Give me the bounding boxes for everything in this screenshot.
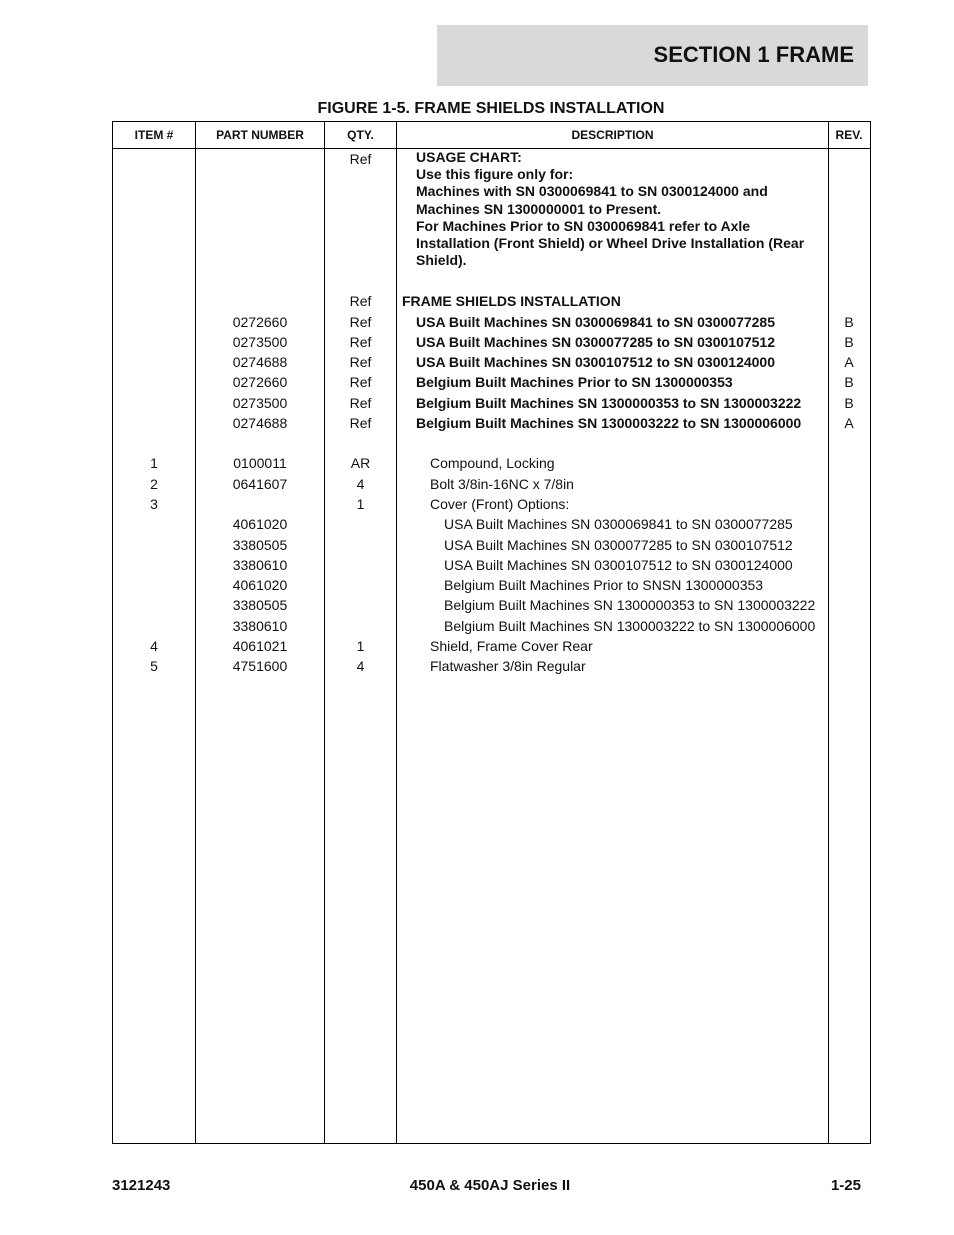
usage-line: For Machines Prior to SN 0300069841 refer to Axle Installation (Front Shield) or Wheel Drive Installation (Rear Shield). (416, 217, 805, 269)
item-number: 2 (150, 476, 158, 492)
usage-line: Machines with SN 0300069841 to SN 0300124000 and Machines SN 1300000001 to Present. (416, 183, 768, 217)
revision: B (844, 395, 854, 411)
revision: B (844, 374, 854, 390)
table-row (113, 595, 870, 615)
part-number: 3380610 (232, 618, 288, 634)
part-number: 0274688 (232, 415, 288, 431)
part-number: 3380505 (232, 597, 288, 613)
quantity: Ref (349, 314, 372, 330)
description: USA Built Machines SN 0300069841 to SN 0300077285 (444, 516, 793, 532)
table-row (113, 616, 870, 636)
table-row (113, 312, 870, 332)
header-qty: QTY. (347, 128, 374, 142)
description: Belgium Built Machines Prior to SNSN 1300000353 (444, 577, 764, 593)
table-row (113, 656, 870, 676)
revision: A (844, 354, 854, 370)
description: USA Built Machines SN 0300077285 to SN 0300107512 (416, 334, 776, 350)
quantity: Ref (349, 354, 372, 370)
part-number: 4061020 (232, 516, 288, 532)
table-row (113, 514, 870, 534)
footer-model: 450A & 450AJ Series II (409, 1177, 571, 1194)
quantity: Ref (349, 395, 372, 411)
part-number: 4061020 (232, 577, 288, 593)
part-number: 0272660 (232, 314, 288, 330)
quantity: Ref (349, 374, 372, 390)
header-description: DESCRIPTION (571, 128, 654, 142)
revision: B (844, 314, 854, 330)
part-number: 3380505 (232, 537, 288, 553)
description: Belgium Built Machines SN 1300003222 to SN 1300006000 (444, 618, 816, 634)
revision: A (844, 415, 854, 431)
item-number: 1 (150, 455, 158, 471)
description: Belgium Built Machines SN 1300000353 to SN 1300003222 (444, 597, 816, 613)
footer-doc-number: 3121243 (112, 1177, 171, 1194)
part-number: 0273500 (232, 334, 288, 350)
table-row (113, 575, 870, 595)
part-number: 0274688 (232, 354, 288, 370)
description: USA Built Machines SN 0300107512 to SN 0300124000 (416, 354, 776, 370)
quantity: 4 (356, 476, 365, 492)
item-number: 5 (150, 658, 158, 674)
table-row (113, 291, 870, 311)
description: Belgium Built Machines SN 1300000353 to SN 1300003222 (416, 395, 802, 411)
part-number: 4751600 (232, 658, 288, 674)
quantity: Ref (349, 334, 372, 350)
table-row (113, 453, 870, 473)
table-row (113, 555, 870, 575)
description: Flatwasher 3/8in Regular (430, 658, 586, 674)
part-number: 0273500 (232, 395, 288, 411)
quantity: AR (350, 455, 371, 471)
description: USA Built Machines SN 0300107512 to SN 0300124000 (444, 557, 793, 573)
parts-table (112, 121, 871, 1144)
table-row (113, 372, 870, 392)
item-number: 4 (150, 638, 158, 654)
item-number: 3 (150, 496, 158, 512)
section-title: SECTION 1 FRAME (653, 42, 854, 67)
description: USA Built Machines SN 0300069841 to SN 0300077285 (416, 314, 776, 330)
usage-line: USAGE CHART: (416, 149, 522, 165)
part-number: 0100011 (233, 455, 287, 471)
part-number: 3380610 (232, 557, 288, 573)
part-number: 4061021 (232, 638, 288, 654)
description: Bolt 3/8in-16NC x 7/8in (430, 476, 574, 492)
table-row (113, 474, 870, 494)
description: Shield, Frame Cover Rear (430, 638, 593, 654)
table-row (113, 494, 870, 514)
description: Compound, Locking (430, 455, 555, 471)
header-part-number: PART NUMBER (216, 128, 304, 142)
part-number: 0272660 (232, 374, 288, 390)
quantity: 1 (356, 638, 365, 654)
description: Belgium Built Machines SN 1300003222 to SN 1300006000 (416, 415, 802, 431)
description: USA Built Machines SN 0300077285 to SN 0300107512 (444, 537, 793, 553)
quantity: Ref (349, 293, 372, 309)
header-rev: REV. (835, 128, 863, 142)
usage-chart (416, 149, 826, 269)
section-header (437, 25, 868, 86)
usage-qty: Ref (349, 151, 372, 167)
description: Belgium Built Machines Prior to SN 1300000353 (416, 374, 733, 390)
description: FRAME SHIELDS INSTALLATION (402, 293, 621, 309)
table-row (113, 332, 870, 352)
revision: B (844, 334, 854, 350)
table-row (113, 352, 870, 372)
quantity: 4 (356, 658, 365, 674)
description: Cover (Front) Options: (430, 496, 570, 512)
footer-page-number: 1-25 (830, 1177, 861, 1194)
table-row (113, 535, 870, 555)
header-item: ITEM # (134, 128, 174, 142)
part-number: 0641607 (232, 476, 288, 492)
quantity: Ref (349, 415, 372, 431)
figure-title: FIGURE 1-5. FRAME SHIELDS INSTALLATION (317, 100, 665, 117)
table-row (113, 413, 870, 433)
table-row (113, 636, 870, 656)
usage-line: Use this figure only for: (416, 166, 574, 183)
table-row (113, 393, 870, 413)
quantity: 1 (356, 496, 365, 512)
